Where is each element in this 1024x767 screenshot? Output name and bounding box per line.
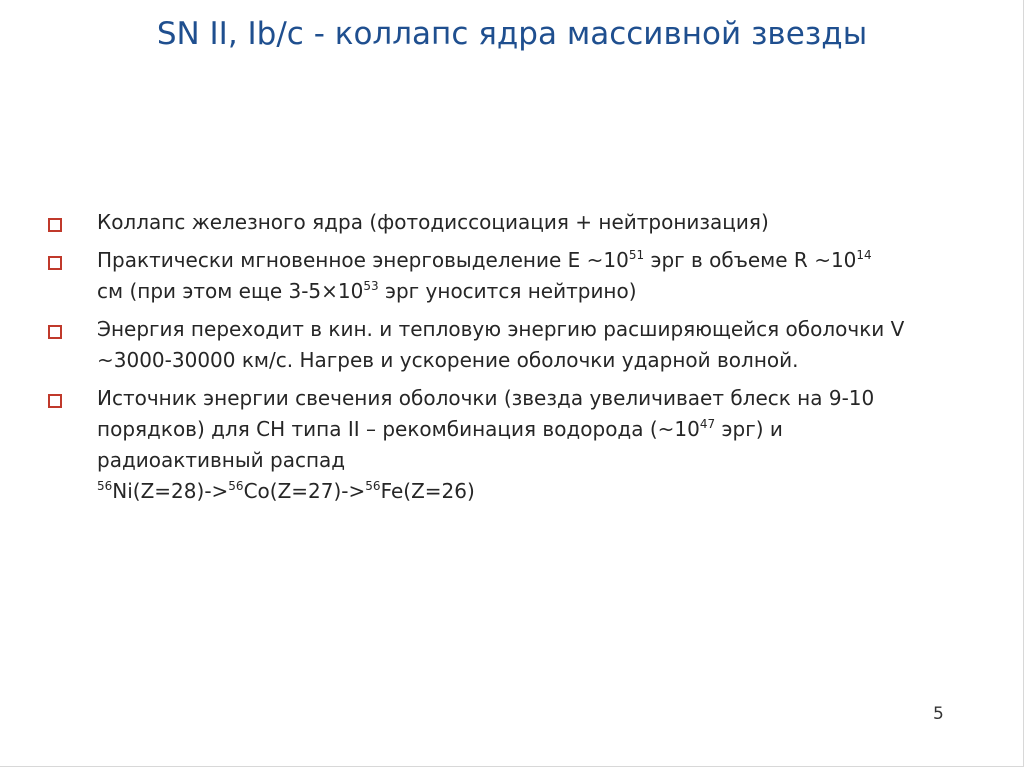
bullet-text: эрг в объеме R ~10 <box>644 248 857 272</box>
bullet-list <box>46 207 946 514</box>
superscript: 51 <box>628 248 645 262</box>
bullet-text: Энергия переходит в кин. и тепловую энергию расширяющейся оболочки V ~3000-30000 км/с. Нагрев и ускорение оболочки ударной волной. <box>97 317 905 372</box>
superscript: 56 <box>365 479 381 493</box>
bullet-item-2 <box>46 245 946 307</box>
superscript: 14 <box>856 248 872 262</box>
bullet-item-1 <box>46 207 946 238</box>
square-bullet-icon <box>48 256 62 270</box>
superscript: 47 <box>699 417 716 431</box>
bullet-item-4 <box>46 383 946 507</box>
bullet-text: Co(Z=27)-> <box>243 479 366 503</box>
bullet-text: Коллапс железного ядра (фотодиссоциация + нейтронизация) <box>97 210 769 234</box>
bullet-text: Fe(Z=26) <box>380 479 475 503</box>
superscript: 53 <box>363 279 379 293</box>
bullet-text: Ni(Z=28)-> <box>112 479 229 503</box>
square-bullet-icon <box>48 394 62 408</box>
bullet-text: см (при этом еще 3-5×10 <box>97 279 364 303</box>
bullet-text: эрг уносится нейтрино) <box>378 279 637 303</box>
bullet-text: эрг) и радиоактивный распад <box>97 417 783 472</box>
page-number: 5 <box>933 704 944 724</box>
superscript: 56 <box>228 479 244 493</box>
bullet-item-3 <box>46 314 946 376</box>
square-bullet-icon <box>48 325 62 339</box>
bullet-text: Источник энергии свечения оболочки (звезда увеличивает блеск на 9-10 порядков) для СН типа II – рекомбинация водорода (~10 <box>97 386 875 441</box>
slide-title: SN II, Ib/c - коллапс ядра массивной звезды <box>156 16 868 52</box>
superscript: 56 <box>97 479 113 493</box>
square-bullet-icon <box>48 218 62 232</box>
bullet-text: Практически мгновенное энерговыделение E ~10 <box>97 248 629 272</box>
